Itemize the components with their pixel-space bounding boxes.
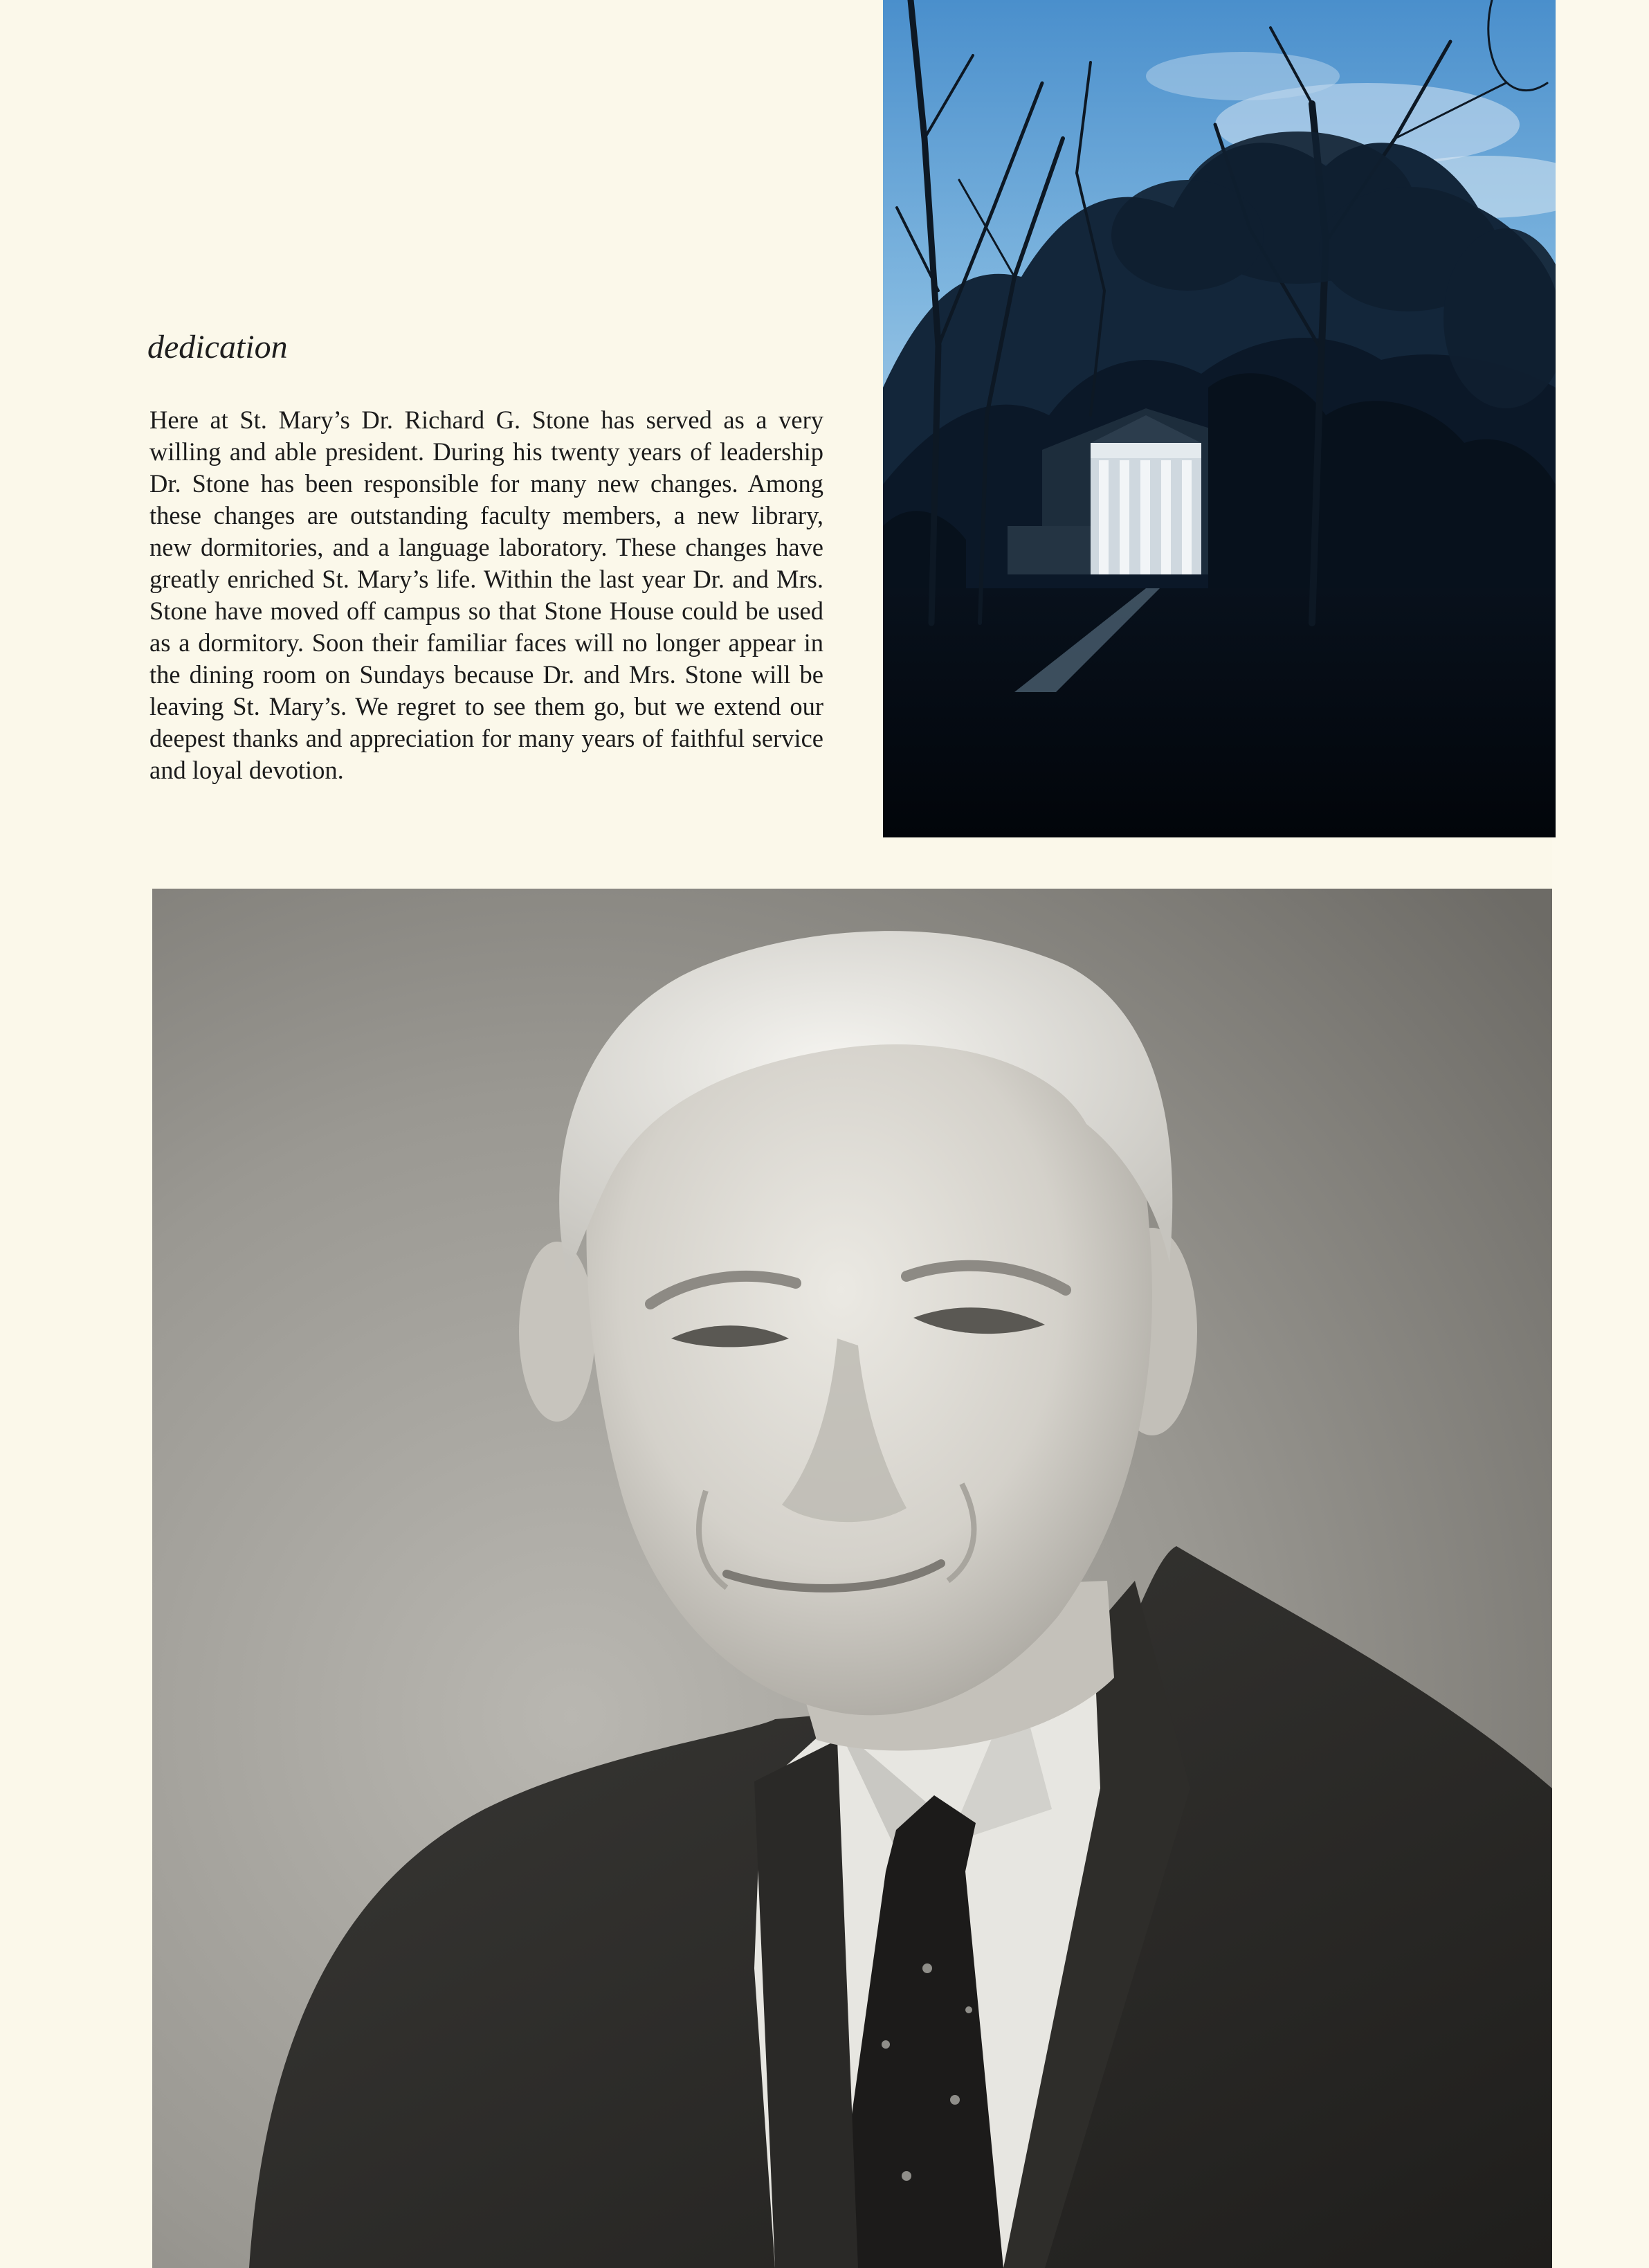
dedication-text: Here at St. Mary’s Dr. Richard G. Stone has served as a very willing and able president. During his twenty years of leadership Dr. Stone has been responsible for many new changes. Among these changes are outstanding faculty members, a new library, new dormitories, and a language laboratory. These changes have greatly enriched St. Mary’s life. Within the last year Dr. and Mrs. Stone have moved off campus so that Stone House could be used as a dormitory. Soon their familiar faces will no longer appear in the dining room on Sundays because Dr. and Mrs. Stone will be leaving St. Mary’s. We regret to see them go, but we extend our deepest thanks and appreciation for many years of faithful service and loyal devotion. — [149, 406, 823, 784]
page-title: dedication — [147, 329, 288, 365]
portrait-photo — [152, 889, 1552, 2268]
page-margin — [1552, 0, 1649, 2268]
campus-building-photo — [883, 0, 1556, 837]
